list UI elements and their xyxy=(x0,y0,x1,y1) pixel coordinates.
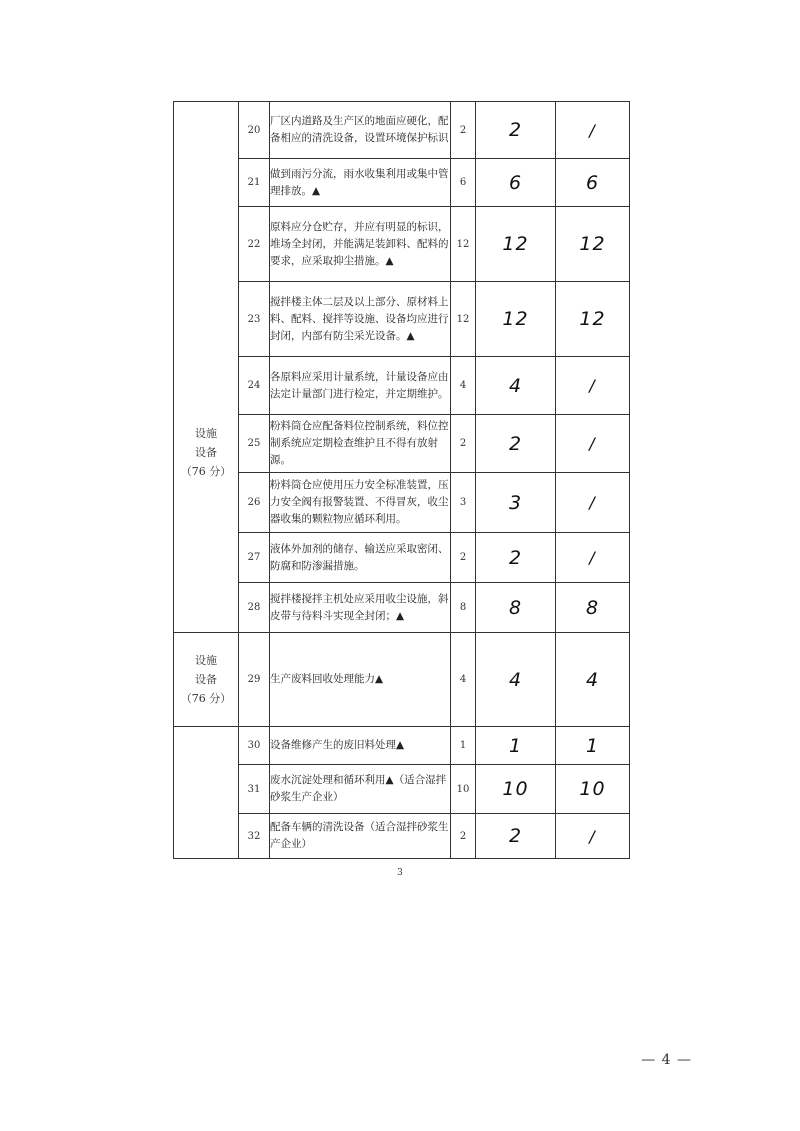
points: 1 xyxy=(451,727,476,765)
row-number: 20 xyxy=(239,102,270,159)
table-row xyxy=(174,282,630,357)
points: 12 xyxy=(451,207,476,282)
final-score: 1 xyxy=(585,734,600,757)
self-score: 8 xyxy=(508,596,523,619)
requirement-text: 液体外加剂的储存、输送应采取密闭、防腐和防渗漏措施。 xyxy=(270,533,451,583)
final-score: 4 xyxy=(585,668,600,691)
category-line-1: 设施 xyxy=(195,426,217,440)
category-cell xyxy=(174,633,239,727)
self-score: 1 xyxy=(508,734,523,757)
points: 2 xyxy=(451,533,476,583)
requirement-text: 搅拌楼主体二层及以上部分、原材料上料、配料、搅拌等设施、设备均应进行封闭，内部有防尘采光设备。▲ xyxy=(270,282,451,357)
points: 2 xyxy=(451,102,476,159)
table-row xyxy=(174,415,630,473)
inner-page-number: 3 xyxy=(397,868,403,878)
requirement-text: 粉料筒仓应配备料位控制系统，料位控制系统应定期检查维护且不得有放射源。 xyxy=(270,415,451,473)
row-number: 32 xyxy=(239,814,270,859)
row-number: 21 xyxy=(239,159,270,207)
category-line-3: （76 分） xyxy=(180,464,232,478)
row-number: 24 xyxy=(239,357,270,415)
self-score: 12 xyxy=(502,308,529,330)
scoring-table xyxy=(173,101,630,859)
points: 2 xyxy=(451,415,476,473)
final-score: 8 xyxy=(585,596,600,619)
points: 4 xyxy=(451,357,476,415)
table-row xyxy=(174,473,630,533)
category-cell xyxy=(174,102,239,633)
self-score: 2 xyxy=(508,432,523,455)
self-score: 6 xyxy=(508,171,523,194)
row-number: 30 xyxy=(239,727,270,765)
points: 12 xyxy=(451,282,476,357)
table-row xyxy=(174,533,630,583)
table-row xyxy=(174,583,630,633)
table-row xyxy=(174,765,630,814)
final-score: / xyxy=(589,376,596,395)
category-cell-empty xyxy=(174,727,239,859)
final-score: 12 xyxy=(579,308,606,330)
requirement-text: 粉料筒仓应使用压力安全标准装置，压力安全阀有报警装置、不得冒灰，收尘器收集的颗粒物应循环利用。 xyxy=(270,473,451,533)
final-score: / xyxy=(589,493,596,512)
final-score: 10 xyxy=(579,778,606,800)
self-score: 2 xyxy=(508,825,523,847)
row-number: 29 xyxy=(239,633,270,727)
requirement-text: 做到雨污分流，雨水收集利用或集中管理排放。▲ xyxy=(270,159,451,207)
final-score: / xyxy=(589,548,596,567)
self-score: 4 xyxy=(508,374,523,397)
requirement-text: 配备车辆的清洗设备（适合湿拌砂浆生产企业） xyxy=(270,814,451,859)
table-row xyxy=(174,207,630,282)
requirement-text: 生产废料回收处理能力▲ xyxy=(270,633,451,727)
final-score: / xyxy=(589,120,596,140)
table-row xyxy=(174,814,630,859)
self-score: 2 xyxy=(508,119,523,141)
requirement-text: 厂区内道路及生产区的地面应硬化，配备相应的清洗设备，设置环境保护标识 xyxy=(270,102,451,159)
table-row xyxy=(174,159,630,207)
row-number: 25 xyxy=(239,415,270,473)
requirement-text: 各原料应采用计量系统，计量设备应由法定计量部门进行检定，并定期维护。 xyxy=(270,357,451,415)
table-row xyxy=(174,357,630,415)
category-line-2: 设备 xyxy=(195,445,217,459)
row-number: 31 xyxy=(239,765,270,814)
table-row xyxy=(174,633,630,727)
table-row xyxy=(174,102,630,159)
row-number: 22 xyxy=(239,207,270,282)
points: 10 xyxy=(451,765,476,814)
final-score: / xyxy=(589,434,596,453)
self-score: 3 xyxy=(508,491,523,514)
self-score: 2 xyxy=(508,546,523,569)
row-number: 26 xyxy=(239,473,270,533)
points: 2 xyxy=(451,814,476,859)
requirement-text: 搅拌楼搅拌主机处应采用收尘设施，斜皮带与待料斗实现全封闭；▲ xyxy=(270,583,451,633)
category-line-1: 设施 xyxy=(195,654,217,667)
category-line-2: 设备 xyxy=(195,673,217,686)
points: 3 xyxy=(451,473,476,533)
page-number: — 4 — xyxy=(641,1052,692,1068)
requirement-text: 设备维修产生的废旧料处理▲ xyxy=(270,727,451,765)
final-score: 6 xyxy=(585,171,600,194)
requirement-text: 原料应分仓贮存，并应有明显的标识，堆场全封闭，并能满足装卸料、配料的要求，应采取抑尘措施。▲ xyxy=(270,207,451,282)
row-number: 23 xyxy=(239,282,270,357)
table-row xyxy=(174,727,630,765)
final-score: / xyxy=(589,826,596,846)
final-score: 12 xyxy=(579,233,606,255)
row-number: 28 xyxy=(239,583,270,633)
row-number: 27 xyxy=(239,533,270,583)
points: 6 xyxy=(451,159,476,207)
self-score: 4 xyxy=(508,668,523,691)
self-score: 10 xyxy=(502,778,529,800)
points: 8 xyxy=(451,583,476,633)
requirement-text: 废水沉淀处理和循环利用▲（适合湿拌砂浆生产企业） xyxy=(270,765,451,814)
points: 4 xyxy=(451,633,476,727)
self-score: 12 xyxy=(502,233,529,255)
category-line-3: （76 分） xyxy=(180,692,232,705)
